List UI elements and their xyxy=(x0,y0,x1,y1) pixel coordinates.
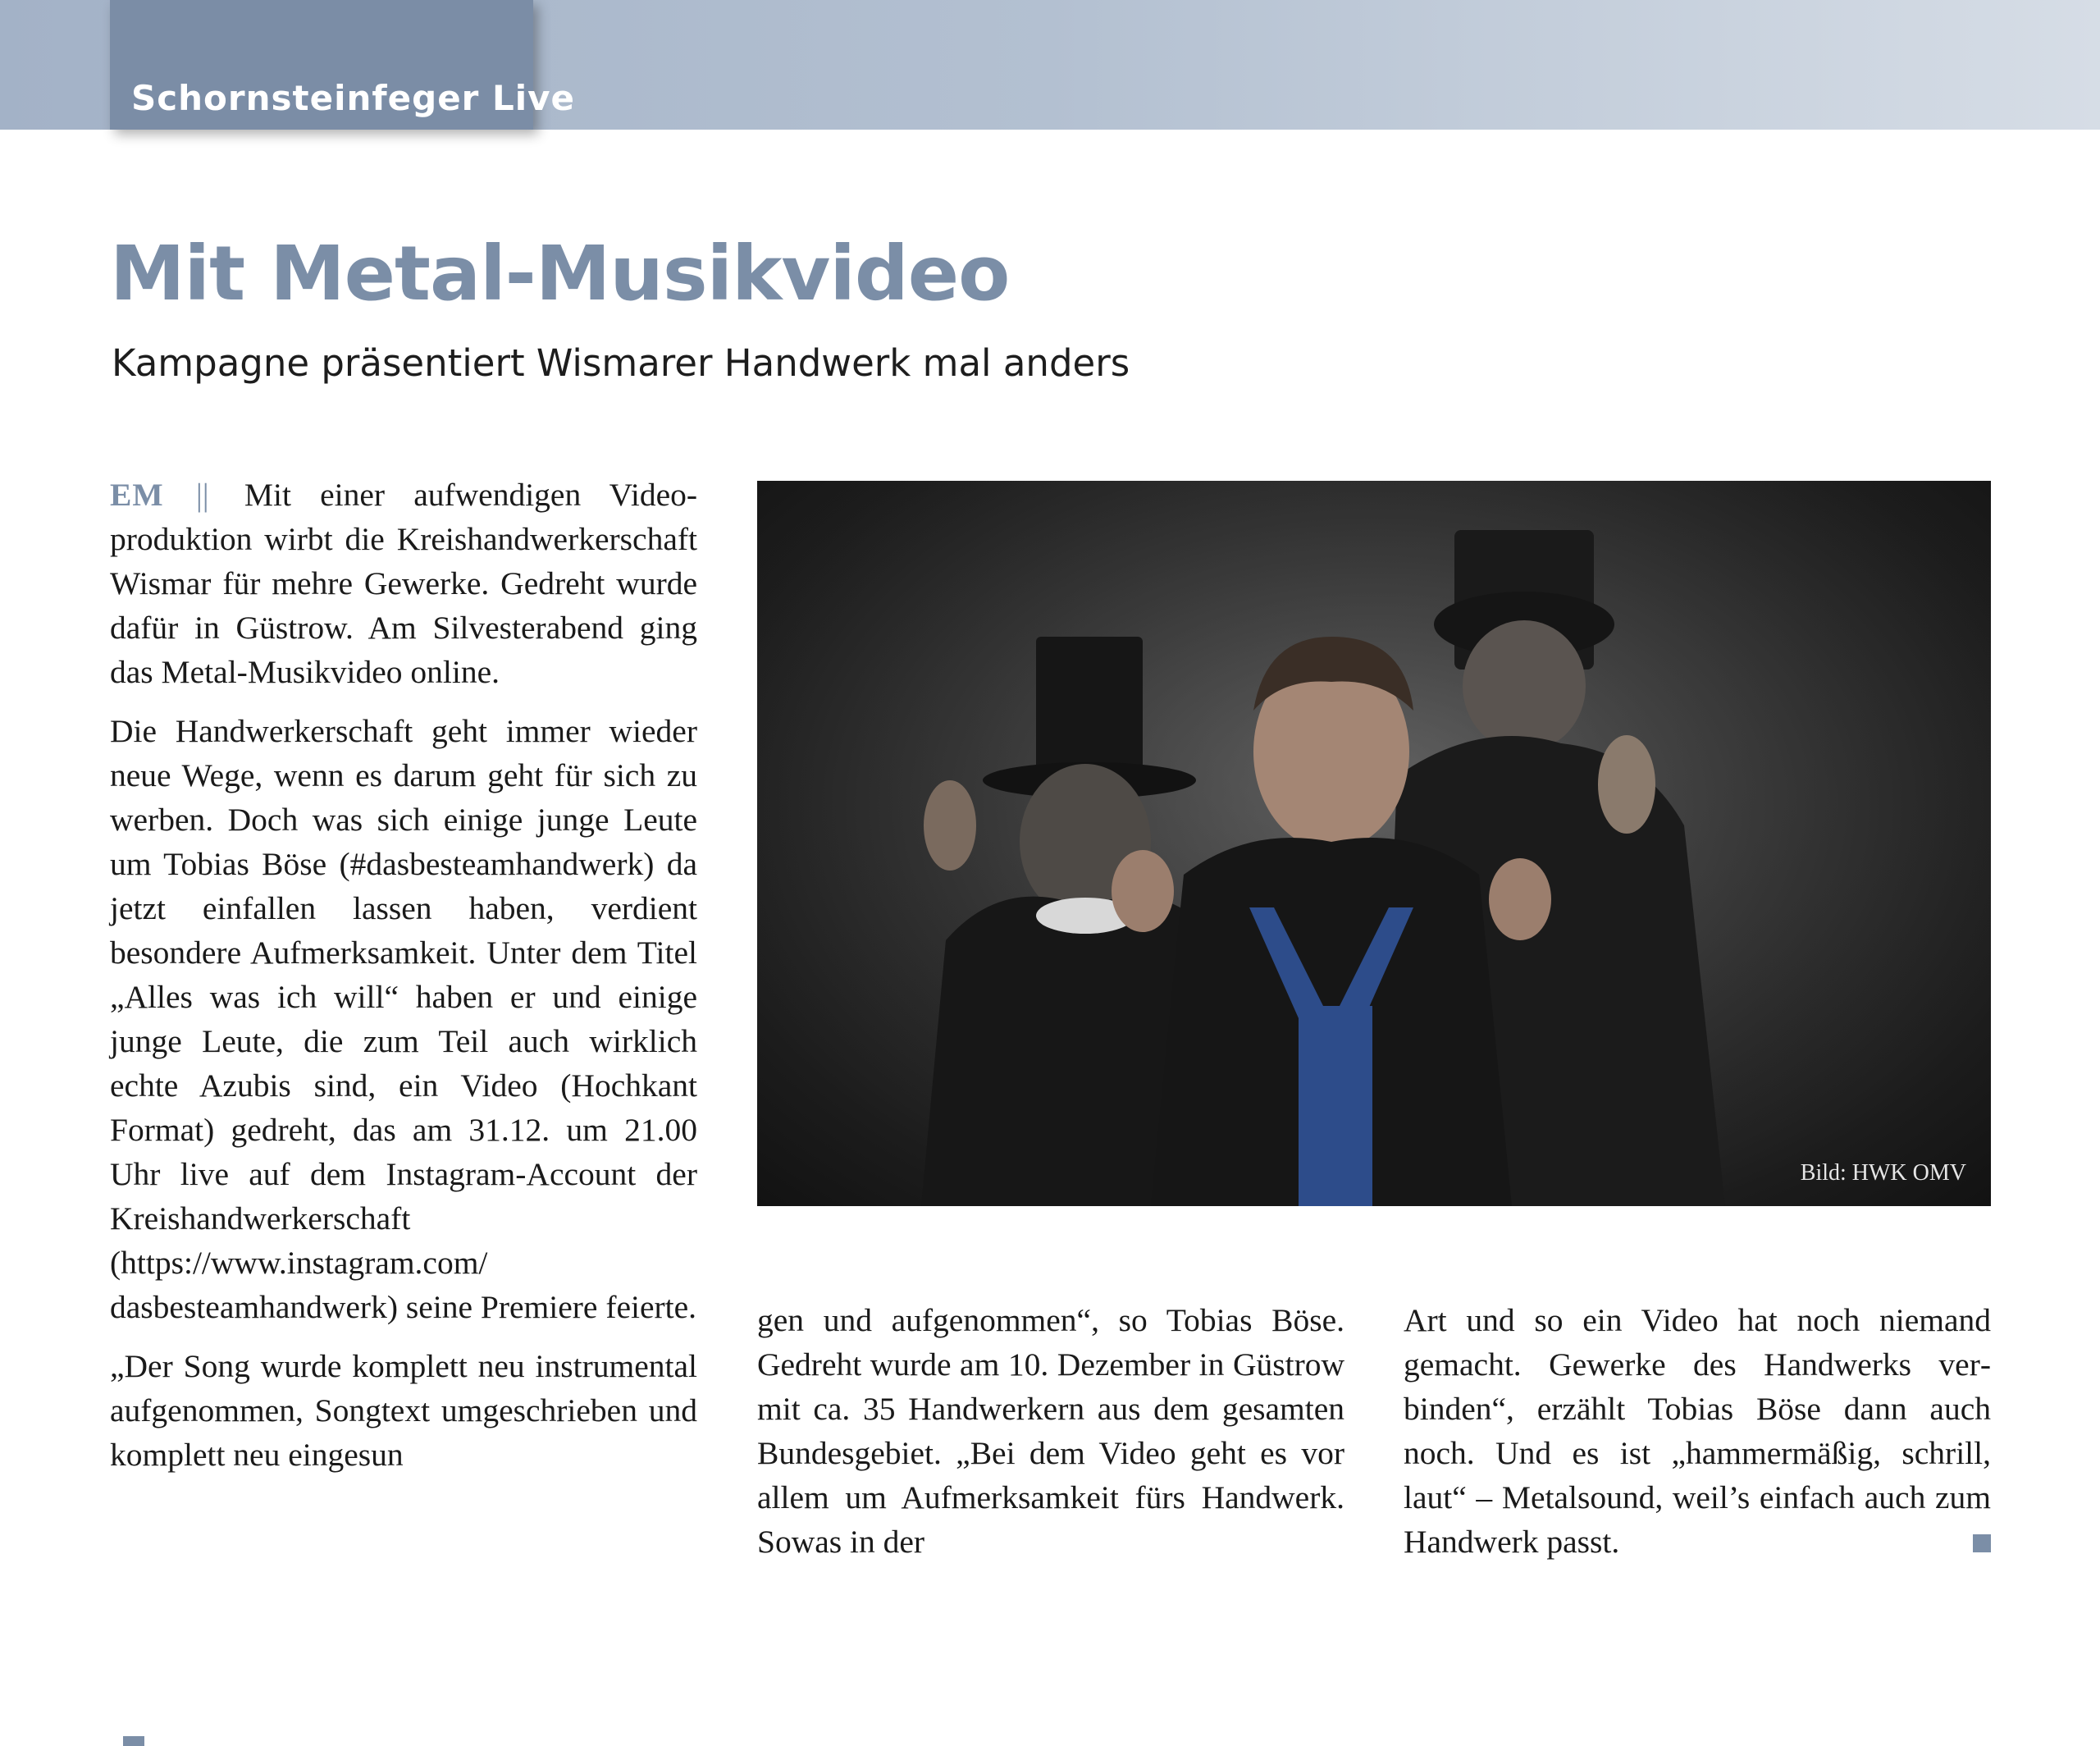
article-subheadline: Kampagne präsentiert Wismarer Handwerk mal anders xyxy=(112,341,1130,385)
article-paragraph-2: Die Handwerkerschaft geht immer wieder neue Wege, wenn es darum geht für sich zu werben. Doch was sich einige junge Leute um Tobias Böse (#dasbesteamhandwerk) da jetzt einfallen lassen haben, verdient besondere Aufmerksamkeit. Unter dem Titel „Alles was ich will“ haben er und einige junge Leute, die zum Teil auch wirklich echte Azubis sind, ein Video (Hochkant Format) gedreht, das am 31.12. um 21.00 Uhr live auf dem Instagram-Account der Kreishandwerkerschaft (https://www.instagram.com/ dasbesteamhandwerk) seine Premiere feierte. xyxy=(110,713,697,1325)
section-label: Schornsteinfeger Live xyxy=(131,78,576,118)
article-paragraph-1 xyxy=(110,473,697,694)
article-column-3 xyxy=(1404,1298,1991,1579)
end-of-article-icon xyxy=(1973,1534,1991,1552)
article-column-1 xyxy=(110,473,697,1492)
article-paragraph-4: gen und aufgenommen“, so Tobias Böse. Gedreht wurde am 10. Dezember in Güstrow mit ca. 35 Handwerkern aus dem gesamten Bundesgebiet. „Bei dem Video geht es vor allem um Aufmerksamkeit fürs Handwerk. Sowas in der xyxy=(757,1302,1344,1560)
section-tab xyxy=(110,0,576,130)
paragraph-text: Mit einer aufwendigen Videoproduktion wirbt die Kreishandwerkerschaft Wismar für mehre Gewerke. Gedreht wurde dafür in Güstrow. Am Silvesterabend ging das Metal-Musikvideo online. xyxy=(110,477,698,690)
page-marker xyxy=(123,1736,144,1746)
photo-illustration xyxy=(757,481,1991,1206)
article-paragraph-3: „Der Song wurde komplett neu instrumental aufgenommen, Songtext umgeschrieben und komplett neu eingesun xyxy=(110,1348,697,1473)
article-column-2 xyxy=(757,1298,1344,1579)
article-photo xyxy=(757,481,1991,1206)
article-paragraph-5 xyxy=(1404,1298,1991,1564)
author-separator: || xyxy=(195,477,209,513)
paragraph-text: Art und so ein Video hat noch niemand gemacht. Gewerke des Handwerks verbinden“, erzählt Tobias Böse dann auch noch. Und es ist „hammermäßig, schrill, laut“ – Metalsound, weil’s einfach auch zum Handwerk passt. xyxy=(1404,1302,1991,1560)
article-headline: Mit Metal-Musikvideo xyxy=(110,230,1010,318)
photo-credit: Bild: HWK OMV xyxy=(1800,1160,1966,1186)
author-tag: EM xyxy=(110,477,164,513)
